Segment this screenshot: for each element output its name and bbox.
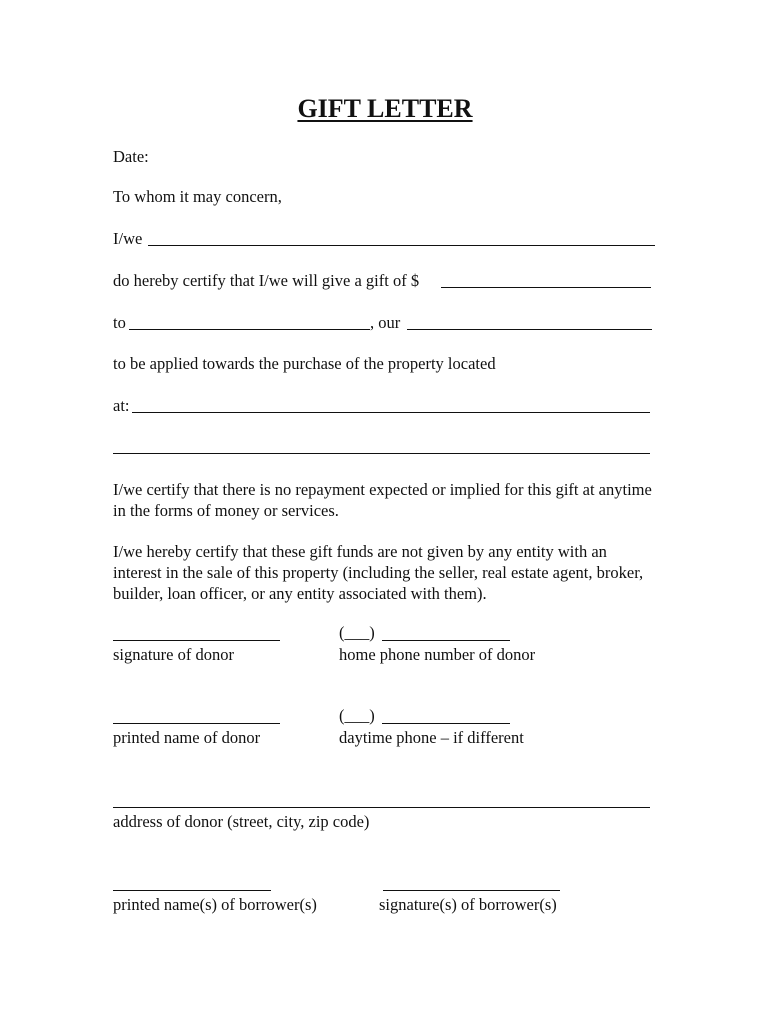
our-label: , our [370,313,401,332]
borrower-printed-name-label: printed name(s) of borrower(s) [113,895,317,914]
document-title: GIFT LETTER [297,94,473,123]
daytime-phone-line[interactable] [382,723,510,724]
signature-of-donor-label: signature of donor [113,645,234,664]
gift-amount-line[interactable] [441,287,651,288]
date-label: Date: [113,147,149,166]
donor-printed-name-line[interactable] [113,723,280,724]
borrower-signature-line[interactable] [383,890,560,891]
home-phone-line[interactable] [382,640,510,641]
property-address-line-1[interactable] [132,412,650,413]
relationship-line[interactable] [407,329,652,330]
daytime-phone-area-code: (___) [339,706,375,725]
recipient-name-line[interactable] [129,329,370,330]
to-label: to [113,313,126,332]
donor-address-line[interactable] [113,807,650,808]
certify-text: do hereby certify that I/we will give a gift of $ [113,271,420,290]
at-label: at: [113,396,130,415]
home-phone-area-code: (___) [339,623,375,642]
donor-signature-line[interactable] [113,640,280,641]
borrower-printed-name-line[interactable] [113,890,271,891]
home-phone-label: home phone number of donor [339,645,536,664]
purchase-text: to be applied towards the purchase of the property located [113,354,496,373]
iwe-label: I/we [113,229,143,248]
repayment-statement: I/we certify that there is no repayment expected or implied for this gift at anytime in the forms of money or services. [113,480,652,520]
borrower-signature-label: signature(s) of borrower(s) [379,895,557,914]
donor-address-label: address of donor (street, city, zip code) [113,812,370,831]
donor-names-line[interactable] [148,245,655,246]
salutation: To whom it may concern, [113,187,282,206]
daytime-phone-label: daytime phone – if different [339,728,524,747]
property-address-line-2[interactable] [113,453,650,454]
gift-funds-statement: I/we hereby certify that these gift funds are not given by any entity with an interest in the sale of this property (including the seller, real estate agent, broker, builder, loan officer, or any entity associated with them). [113,542,644,603]
printed-name-of-donor-label: printed name of donor [113,728,261,747]
